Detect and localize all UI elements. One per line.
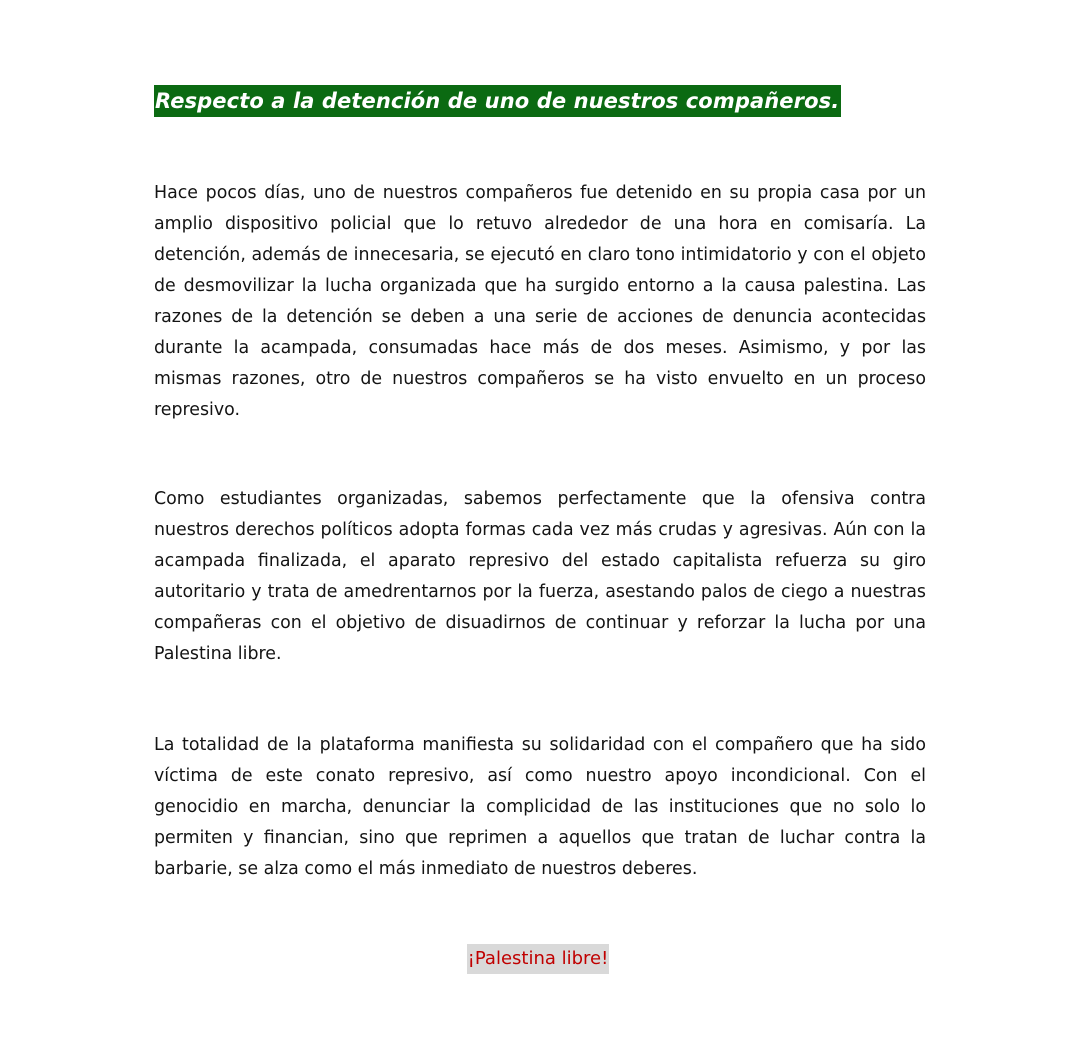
title-block <box>154 85 841 117</box>
closing-slogan: ¡Palestina libre! <box>467 944 610 974</box>
closing-block <box>0 944 1076 974</box>
document-title: Respecto a la detención de uno de nuestros compañeros. <box>154 85 841 117</box>
paragraph-students: Como estudiantes organizadas, sabemos perfectamente que la ofensiva contra nuestros derechos políticos adopta formas cada vez más crudas y agresivas. Aún con la acampada finalizada, el aparato represivo del estado capitalista refuerza su giro autoritario y trata de amedrentarnos por la fuerza, asestando palos de ciego a nuestras compañeras con el objetivo de disuadirnos de continuar y reforzar la lucha por una Palestina libre. <box>154 489 926 664</box>
paragraph-detention: Hace pocos días, uno de nuestros compañeros fue detenido en su propia casa por un amplio dispositivo policial que lo retuvo alrededor de una hora en comisaría. La detención, además de innecesaria, se ejecutó en claro tono intimidatorio y con el objeto de desmovilizar la lucha organizada que ha surgido entorno a la causa palestina. Las razones de la detención se deben a una serie de acciones de denuncia acontecidas durante la acampada, consumadas hace más de dos meses. Asimismo, y por las mismas razones, otro de nuestros compañeros se ha visto envuelto en un proceso represivo. <box>154 183 926 420</box>
paragraph-solidarity: La totalidad de la plataforma manifiesta su solidaridad con el compañero que ha sido víctima de este conato represivo, así como nuestro apoyo incondicional. Con el genocidio en marcha, denunciar la complicidad de las instituciones que no solo lo permiten y financian, sino que reprimen a aquellos que tratan de luchar contra la barbarie, se alza como el más inmediato de nuestros deberes. <box>154 735 926 879</box>
